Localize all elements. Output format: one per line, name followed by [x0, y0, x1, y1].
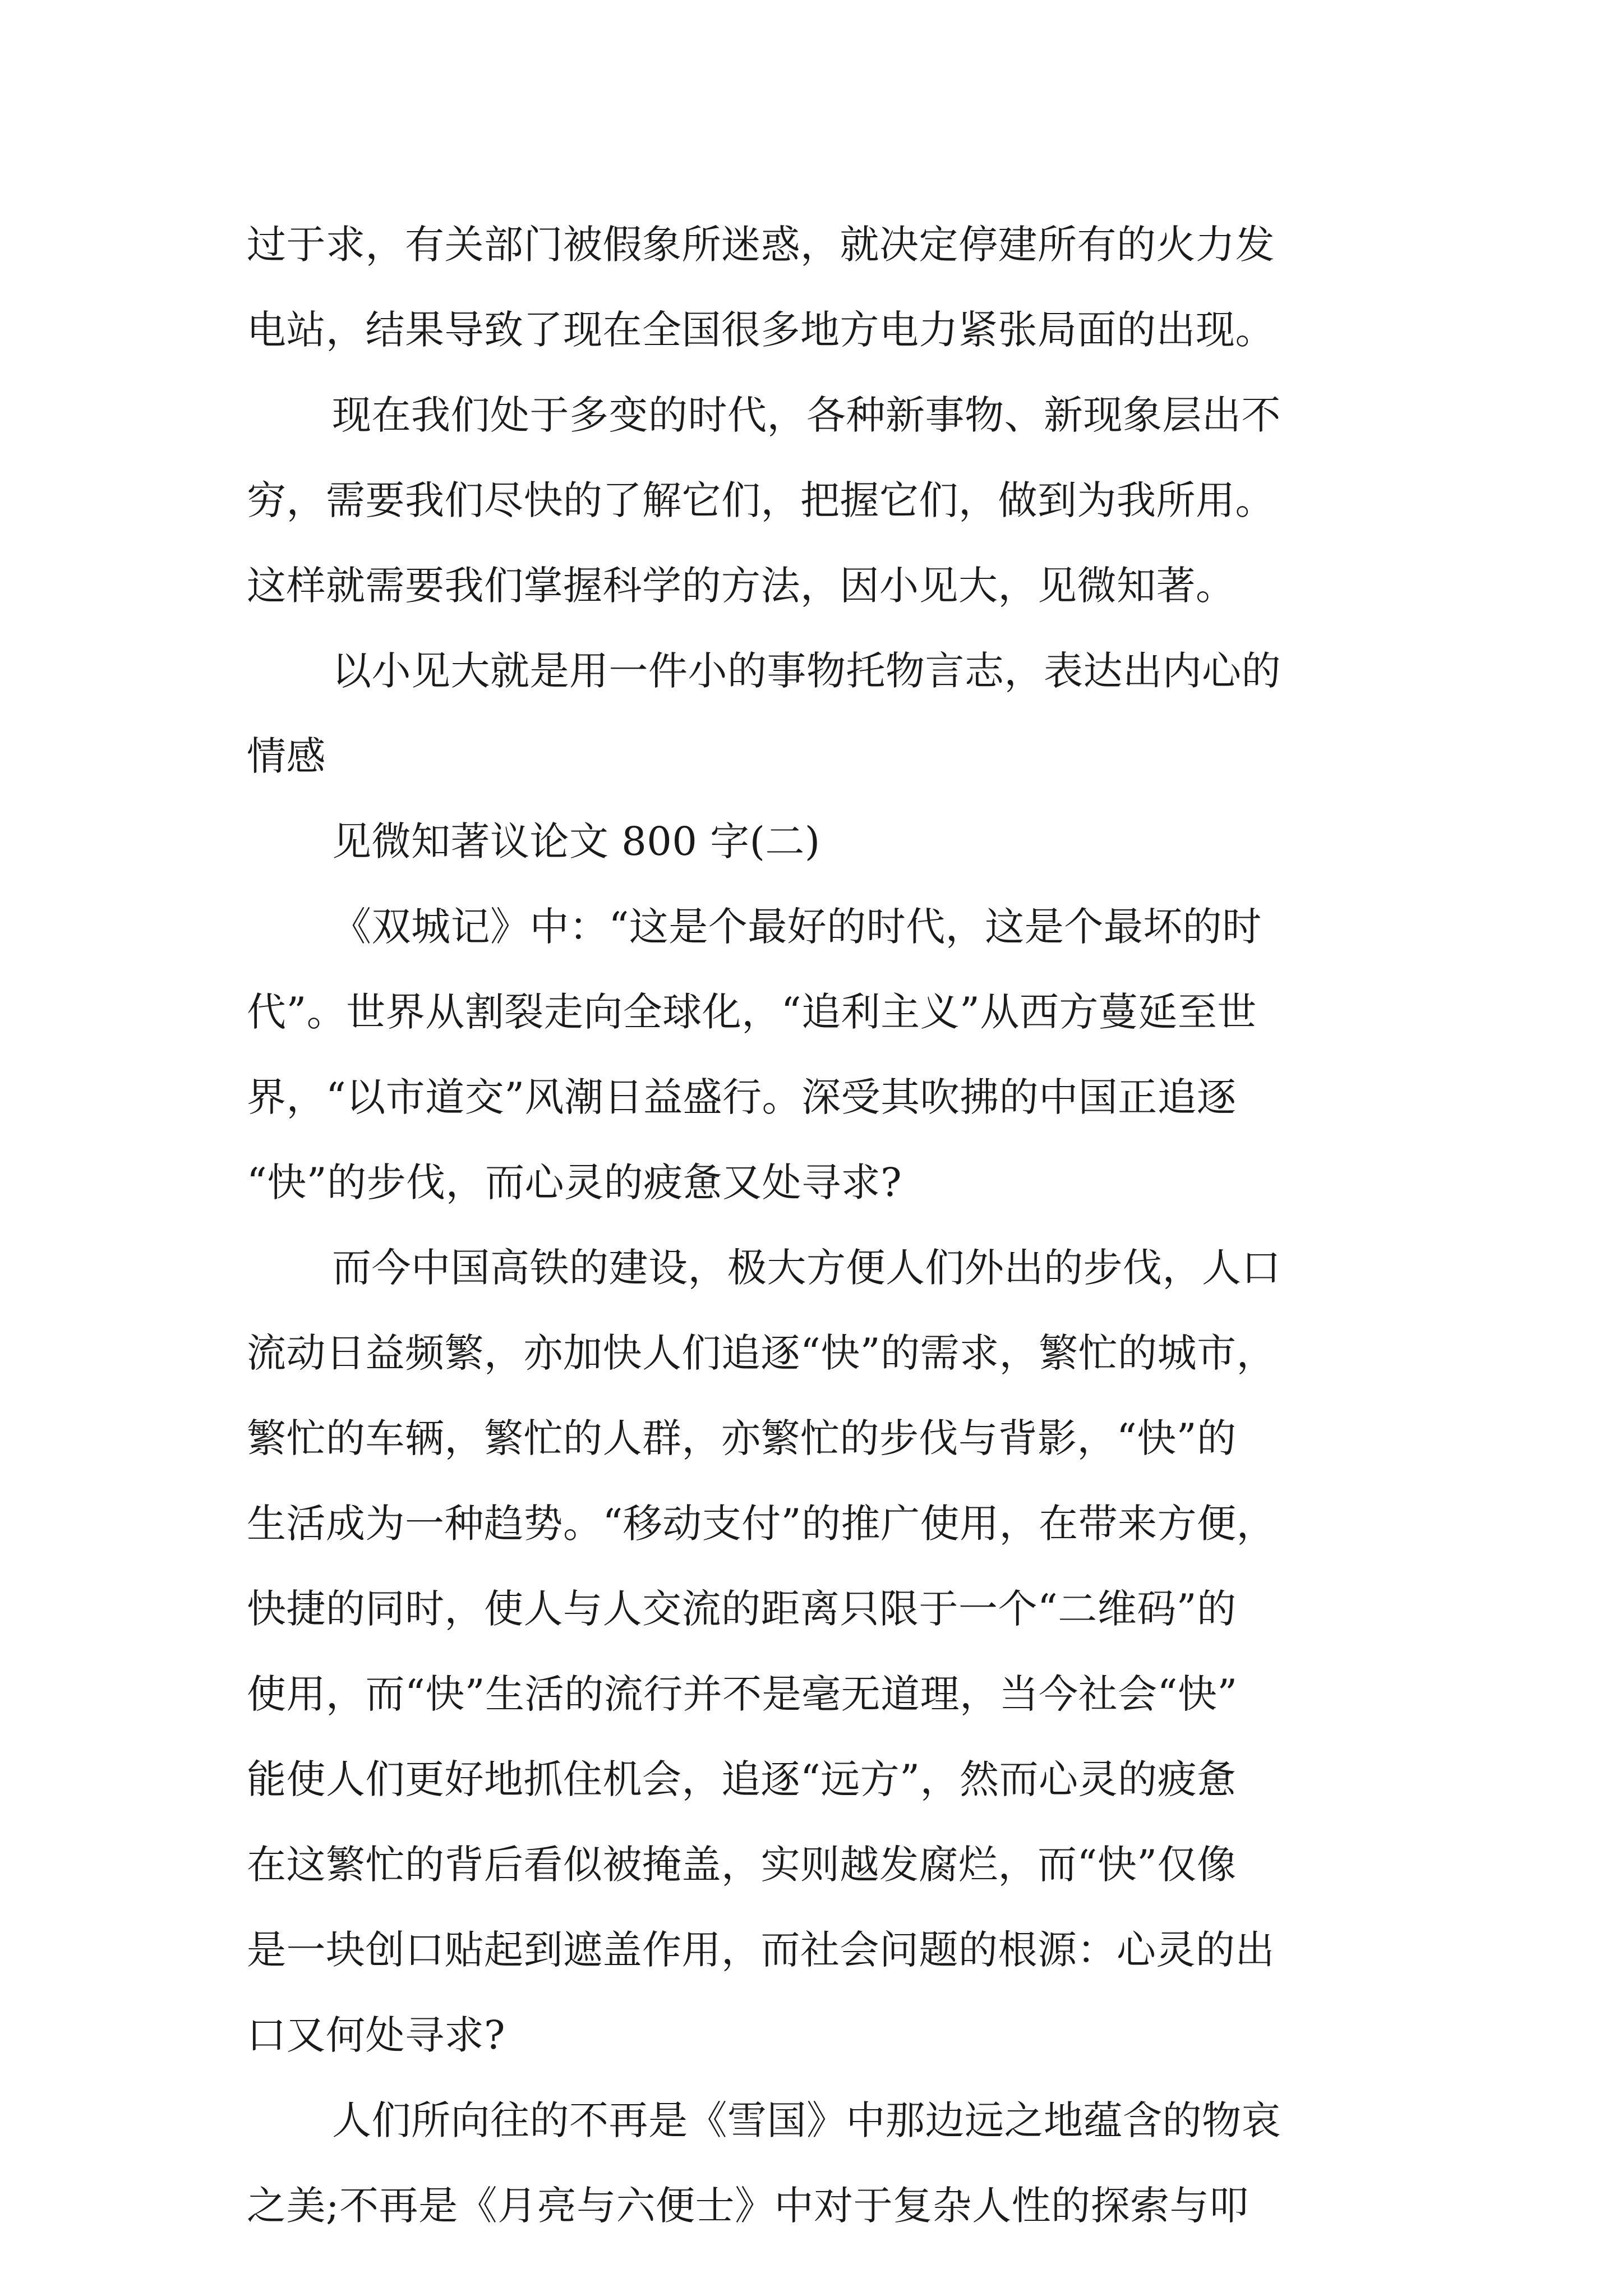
text-line: “快”的步伐，而心灵的疲惫又处寻求? [247, 1159, 902, 1205]
text-line: 情感 [247, 733, 326, 779]
paragraph-start-line: 而今中国高铁的建设，极大方便人们外出的步伐，人口 [332, 1245, 1281, 1291]
paragraph-start-line: 人们所向往的不再是《雪国》中那边远之地蕴含的物哀 [332, 2097, 1281, 2143]
paragraph-start-line: 《双城记》中：“这是个最好的时代，这是个最坏的时 [332, 904, 1262, 950]
text-line: 能使人们更好地抓住机会，追逐“远方”，然而心灵的疲惫 [247, 1756, 1237, 1802]
text-line: 生活成为一种趋势。“移动支付”的推广使用，在带来方便， [247, 1501, 1276, 1547]
text-line: 在这繁忙的背后看似被掩盖，实则越发腐烂，而“快”仅像 [247, 1842, 1237, 1888]
text-line: 快捷的同时，使人与人交流的距离只限于一个“二维码”的 [247, 1586, 1237, 1632]
text-line: 过于求，有关部门被假象所迷惑，就决定停建所有的火力发 [247, 222, 1275, 268]
text-line: 界，“以市道交”风潮日益盛行。深受其吹拂的中国正追逐 [247, 1074, 1237, 1120]
text-line: 电站，结果导致了现在全国很多地方电力紧张局面的出现。 [247, 307, 1275, 353]
section-heading: 见微知著议论文 800 字(二) [332, 818, 820, 864]
paragraph-start-line: 以小见大就是用一件小的事物托物言志，表达出内心的 [332, 648, 1281, 694]
text-line: 使用，而“快”生活的流行并不是毫无道理，当今社会“快” [247, 1671, 1238, 1717]
document-body [247, 202, 1402, 2248]
text-line: 流动日益频繁，亦加快人们追逐“快”的需求，繁忙的城市， [247, 1330, 1276, 1376]
text-line: 口又何处寻求? [247, 2012, 506, 2058]
text-line: 繁忙的车辆，繁忙的人群，亦繁忙的步伐与背影，“快”的 [247, 1415, 1237, 1461]
text-line: 是一块创口贴起到遮盖作用，而社会问题的根源：心灵的出 [247, 1927, 1275, 1973]
text-line: 之美;不再是《月亮与六便士》中对于复杂人性的探索与叩 [247, 2183, 1249, 2229]
text-line: 这样就需要我们掌握科学的方法，因小见大，见微知著。 [247, 563, 1235, 609]
text-line: 穷，需要我们尽快的了解它们，把握它们，做到为我所用。 [247, 477, 1275, 523]
text-line: 代”。世界从割裂走向全球化，“追利主义”从西方蔓延至世 [247, 989, 1257, 1035]
paragraph-start-line: 现在我们处于多变的时代，各种新事物、新现象层出不 [332, 392, 1281, 438]
